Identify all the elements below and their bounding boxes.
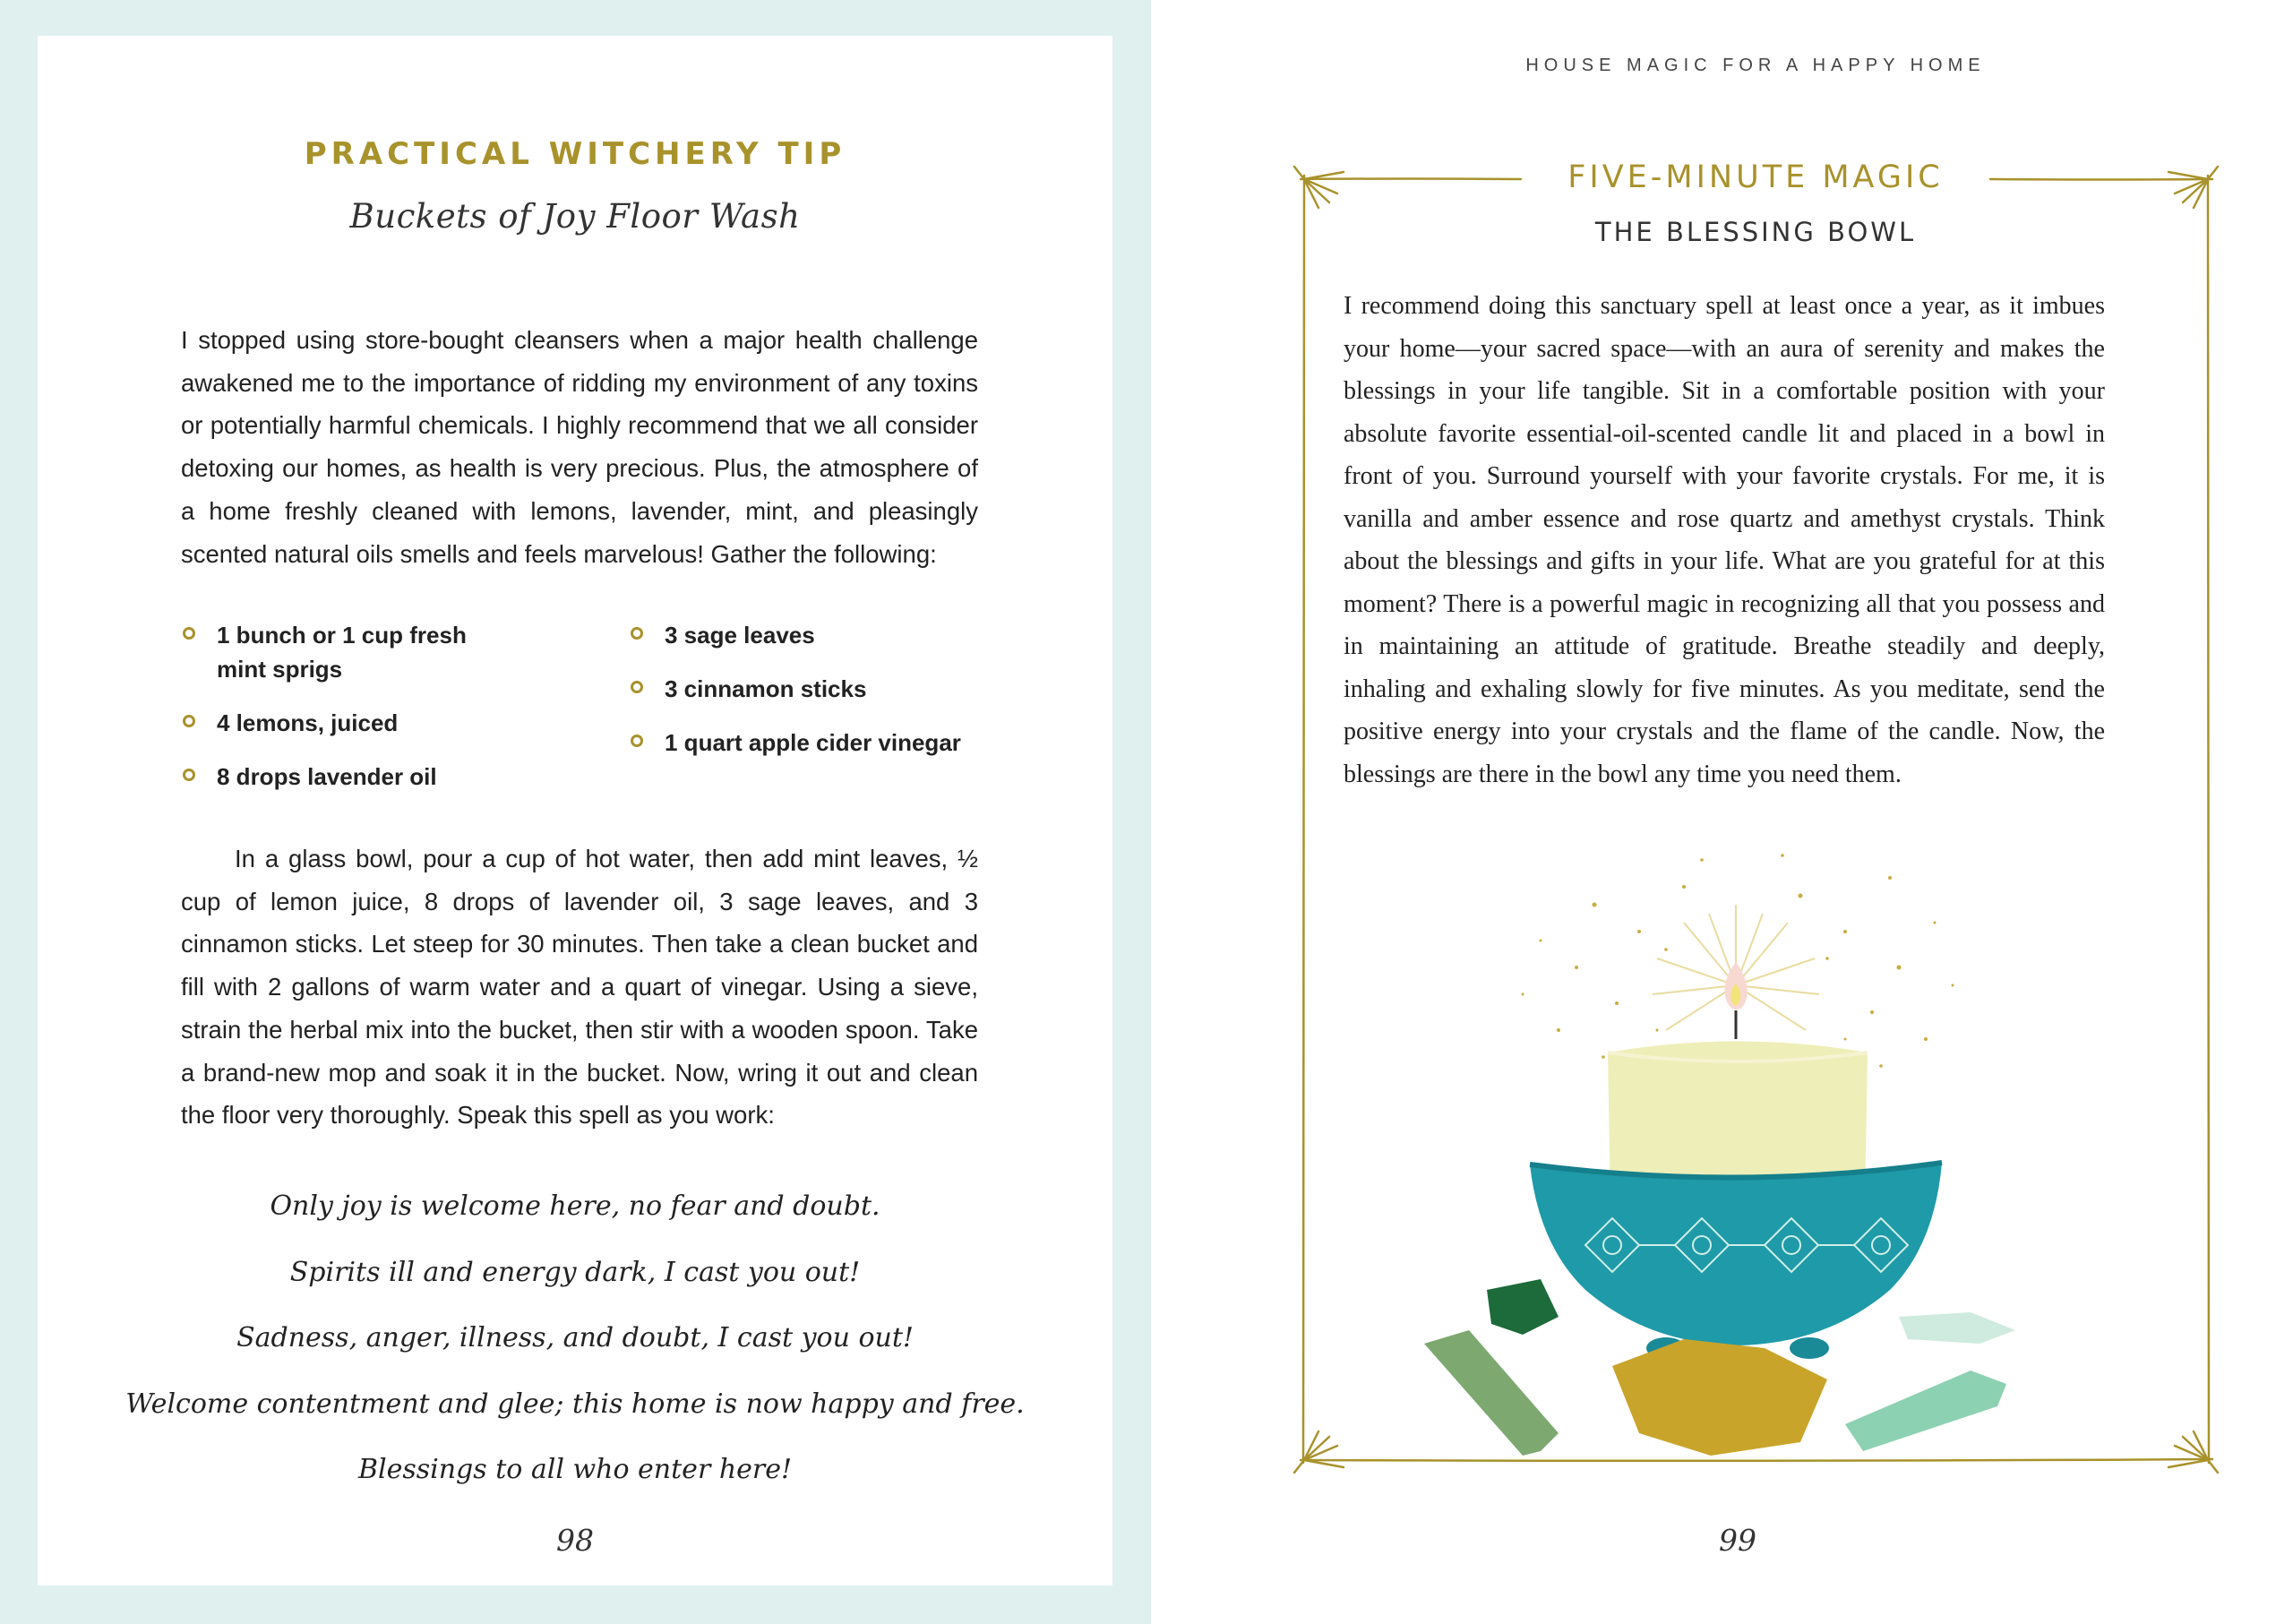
running-head: HOUSE MAGIC FOR A HAPPY HOME	[1525, 56, 1986, 75]
ingredient-text: 3 sage leaves	[665, 622, 815, 649]
sparkle-dots	[1522, 854, 1954, 1068]
instructions-paragraph: In a glass bowl, pour a cup of hot water, then add mint leaves, ½ cup of lemon juice, 8 drops of lavender oil, 3 sage leaves, and 3 cinnamon sticks. Let steep for 30 minutes. Then take a clean bucket and fill with 2 gallons of warm water and a quart of vinegar. Using a sieve, strain the herbal mix into the bucket, then stir with a wooden spoon. Take a brand-new mop and soak it in the bucket. Now, wring it out and clean the floor very thoroughly. Speak this spell as you work:	[181, 845, 978, 1130]
spell-paragraph: I recommend doing this sanctuary spell at least once a year, as it imbues your home—your sacred space—with an aura of serenity and makes the blessings in your life tangible. Sit in a comfortable position with your absolute favorite essential-oil-scented candle lit and placed in a bowl in front of you. Surround yourself with your favorite crystals. For me, it is vanilla and amber essence and rose quartz and amethyst crystals. Think about the blessings and gifts in your life. What are you grateful for at this moment? There is a powerful magic in recognizing all that you possess and in maintaining an attitude of gratitude. Breathe steadily and deeply, inhaling and exhaling slowly for five minutes. As you meditate, send the positive energy into your crystals and the flame of the candle. Now, the blessings are there in the bowl any time you need them.	[1344, 292, 2105, 788]
tip-heading: PRACTICAL WITCHERY TIP	[304, 136, 846, 172]
crystal-mint	[1845, 1371, 2006, 1451]
spell-line: Welcome contentment and glee; this home is now happy and free.	[125, 1388, 1025, 1420]
magic-heading: FIVE-MINUTE MAGIC	[1567, 159, 1944, 195]
ingredient-text: 1 quart apple cider vinegar	[665, 729, 961, 756]
crystal-green	[1424, 1330, 1559, 1456]
spell-line: Spirits ill and energy dark, I cast you out!	[289, 1256, 861, 1288]
spell-line: Sadness, anger, illness, and doubt, I cast you out!	[236, 1322, 914, 1353]
intro-paragraph: I stopped using store-bought cleansers when a major health challenge awakened me to the importance of ridding my environment of any toxins or potentially harmful chemicals. I highly recommend that we all consider detoxing our homes, as health is very precious. Plus, the atmosphere of a home freshly cleaned with lemons, lavender, mint, and pleasingly scented natural oils smells and feels marvelous! Gather the following:	[181, 326, 978, 568]
recipe-title: Buckets of Joy Floor Wash	[349, 197, 801, 236]
ingredient-text: 1 bunch or 1 cup fresh mint sprigs	[217, 622, 467, 683]
crystal-yellow	[1612, 1339, 1827, 1456]
crystal-pale	[1899, 1312, 2015, 1344]
page-number-right: 99	[1719, 1523, 1756, 1558]
ingredient-text: 3 cinnamon sticks	[665, 675, 867, 702]
spell-title: THE BLESSING BOWL	[1594, 217, 1917, 247]
page-number-left: 98	[556, 1523, 594, 1558]
crystal-dark-green	[1487, 1279, 1559, 1335]
spell-line: Blessings to all who enter here!	[357, 1454, 793, 1485]
ingredient-text: 8 drops lavender oil	[217, 763, 437, 790]
spell-line: Only joy is welcome here, no fear and doubt.	[270, 1190, 880, 1222]
ingredient-text: 4 lemons, juiced	[217, 709, 399, 736]
